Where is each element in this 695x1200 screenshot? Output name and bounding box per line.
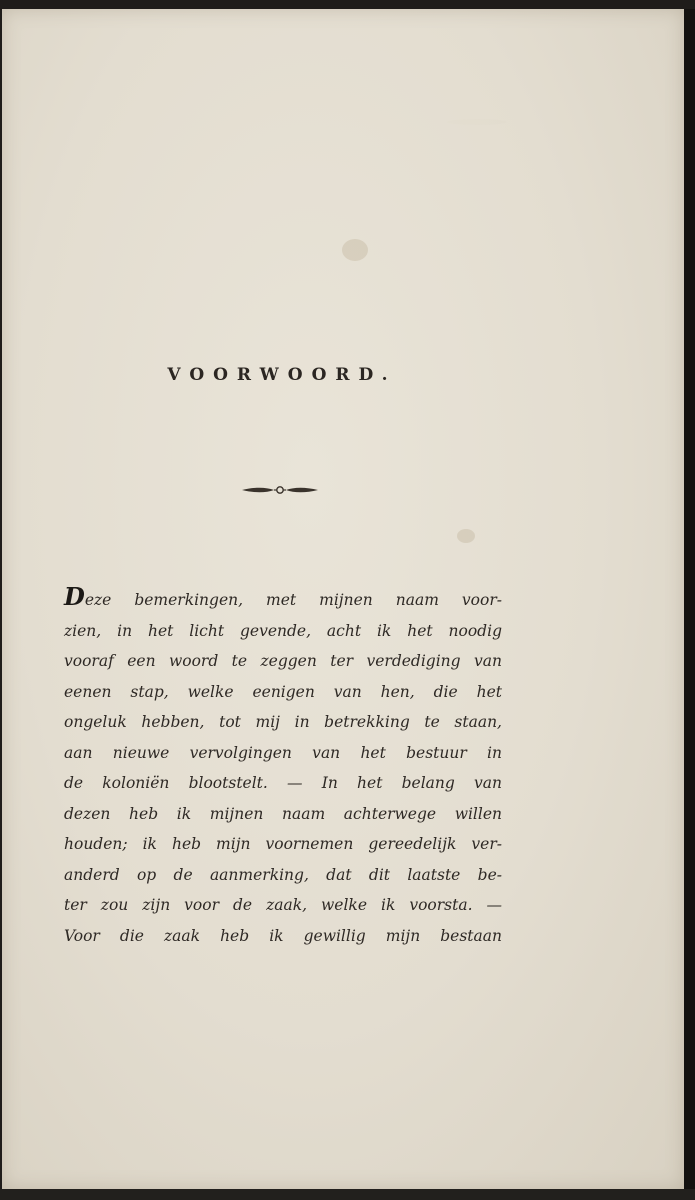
text-line: anderd op de aanmerking, dat dit laatste be- <box>64 865 502 884</box>
text-line: de koloniën blootstelt. — In het belang van <box>64 774 502 792</box>
paper-stain <box>342 239 368 261</box>
drop-cap: D <box>64 582 85 611</box>
text-line: Deze bemerkingen, met mijnen naam voor- <box>64 582 502 611</box>
text-line: ter zou zijn voor de zaak, welke ik voorsta. — <box>64 896 502 914</box>
page-edge-shadow <box>684 9 695 1200</box>
text-line: houden; ik heb mijn voornemen gereedelijk ver- <box>64 835 502 853</box>
text-line: eenen stap, welke eenigen van hen, die het <box>64 682 502 701</box>
text-line: Voor die zaak heb ik gewillig mijn bestaan <box>64 926 502 945</box>
book-page <box>2 9 684 1189</box>
paper-stain <box>457 529 475 543</box>
decorative-scroll-ornament-icon <box>240 483 320 497</box>
page-edge-shadow <box>0 1189 695 1200</box>
text-line: ongeluk hebben, tot mij in betrekking te staan, <box>64 713 502 731</box>
text-line: vooraf een woord te zeggen ter verdediging van <box>64 652 502 670</box>
show-through-texture <box>77 99 537 589</box>
preface-paragraph <box>64 582 502 951</box>
text-line: zien, in het licht gevende, acht ik het noodig <box>64 621 502 640</box>
text-line: aan nieuwe vervolgingen van het bestuur in <box>64 743 502 762</box>
page-heading: VOORWOORD. <box>167 365 397 385</box>
text-line: dezen heb ik mijnen naam achterwege willen <box>64 804 502 823</box>
